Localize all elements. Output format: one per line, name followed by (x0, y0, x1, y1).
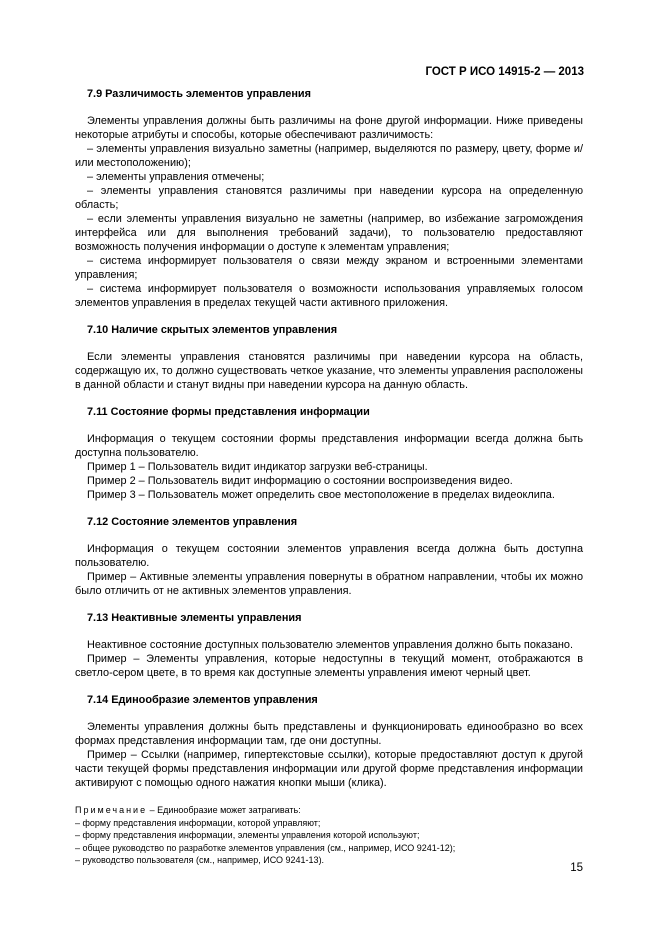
paragraph: Элементы управления должны быть различимы на фоне другой информации. Ниже приведены некоторые атрибуты и способы, которые обеспечивают различимость: (75, 115, 583, 141)
list-item: – элементы управления визуально заметны (например, выделяются по размеру, цвету, форме и/или местоположению); (75, 143, 583, 169)
example: Пример – Элементы управления, которые недоступны в текущий момент, отображаются в светло-сером цвете, в то время как доступные элементы управления имеют черный цвет. (75, 653, 583, 679)
section-title: 7.10 Наличие скрытых элементов управления (87, 324, 338, 336)
list-item: – элементы управления становятся различимы при наведении курсора на определенную область; (75, 185, 583, 211)
note-item: – общее руководство по разработке элементов управления (см., например, ИСО 9241-12); (75, 842, 456, 853)
note-intro: – Единообразие может затрагивать: (147, 805, 301, 815)
paragraph: Элементы управления должны быть представлены и функционировать единообразно во всех формах представления информации там, где они доступны. (75, 721, 583, 747)
example: Пример – Активные элементы управления повернуты в обратном направлении, чтобы их можно было отличить от не активных элементов управления. (75, 571, 583, 597)
paragraph: Информация о текущем состоянии формы представления информации всегда должна быть доступна пользователю. (75, 433, 583, 459)
example: Пример 3 – Пользователь может определить свое местоположение в пределах видеоклипа. (87, 489, 555, 501)
section-title: 7.9 Различимость элементов управления (87, 88, 311, 100)
page-content (75, 87, 583, 880)
section-7-13 (75, 611, 583, 680)
section-7-12 (75, 515, 583, 598)
section-7-10 (75, 323, 583, 392)
section-7-9 (75, 87, 583, 310)
section-7-11 (75, 405, 583, 502)
list-item: – элементы управления отмечены; (87, 171, 265, 183)
section-title: 7.11 Состояние формы представления информации (87, 406, 370, 418)
paragraph: Неактивное состояние доступных пользователю элементов управления должно быть показано. (87, 639, 573, 651)
section-title: 7.13 Неактивные элементы управления (87, 612, 302, 624)
paragraph: Если элементы управления становятся различимы при наведении курсора на область, содержащую их, то должно существовать четкое указание, что элементы управления расположены в данной области и станут видны при наведении курсора на данную область. (75, 351, 583, 391)
section-title: 7.12 Состояние элементов управления (87, 516, 298, 528)
paragraph: Информация о текущем состоянии элементов управления всегда должна быть доступна пользователю. (75, 543, 583, 569)
list-item: – система информирует пользователя о связи между экраном и встроенными элементами управления; (75, 255, 583, 281)
section-title: 7.14 Единообразие элементов управления (87, 694, 318, 706)
note-block (75, 804, 583, 867)
note-item: – руководство пользователя (см., например, ИСО 9241-13). (75, 855, 325, 865)
page-number: 15 (570, 862, 583, 874)
note-item: – форму представления информации, которой управляют; (75, 817, 321, 828)
note-item: – форму представления информации, элементы управления которой используют; (75, 830, 420, 840)
example: Пример 2 – Пользователь видит информацию о состоянии воспроизведения видео. (87, 475, 513, 487)
example: Пример – Ссылки (например, гипертекстовые ссылки), которые предоставляют доступ к другой части текущей формы представления информации или другой форме представления информации активируют с помощью одного нажатия кнопки мыши (клика). (75, 749, 583, 789)
list-item: – если элементы управления визуально не заметны (например, во избежание загромождения интерфейса или для выполнения требований задачи), то пользователю предоставляют возможность получения информации о доступе к элементам управления; (75, 213, 583, 253)
list-item: – система информирует пользователя о возможности использования управляемых голосом элементов управления в пределах текущей части активного приложения. (75, 283, 583, 309)
section-7-14 (75, 693, 583, 867)
note-heading (75, 804, 583, 817)
note-label: Примечание (75, 805, 148, 815)
document-code-header: ГОСТ Р ИСО 14915-2 — 2013 (425, 66, 584, 78)
example: Пример 1 – Пользователь видит индикатор загрузки веб-страницы. (87, 461, 428, 473)
